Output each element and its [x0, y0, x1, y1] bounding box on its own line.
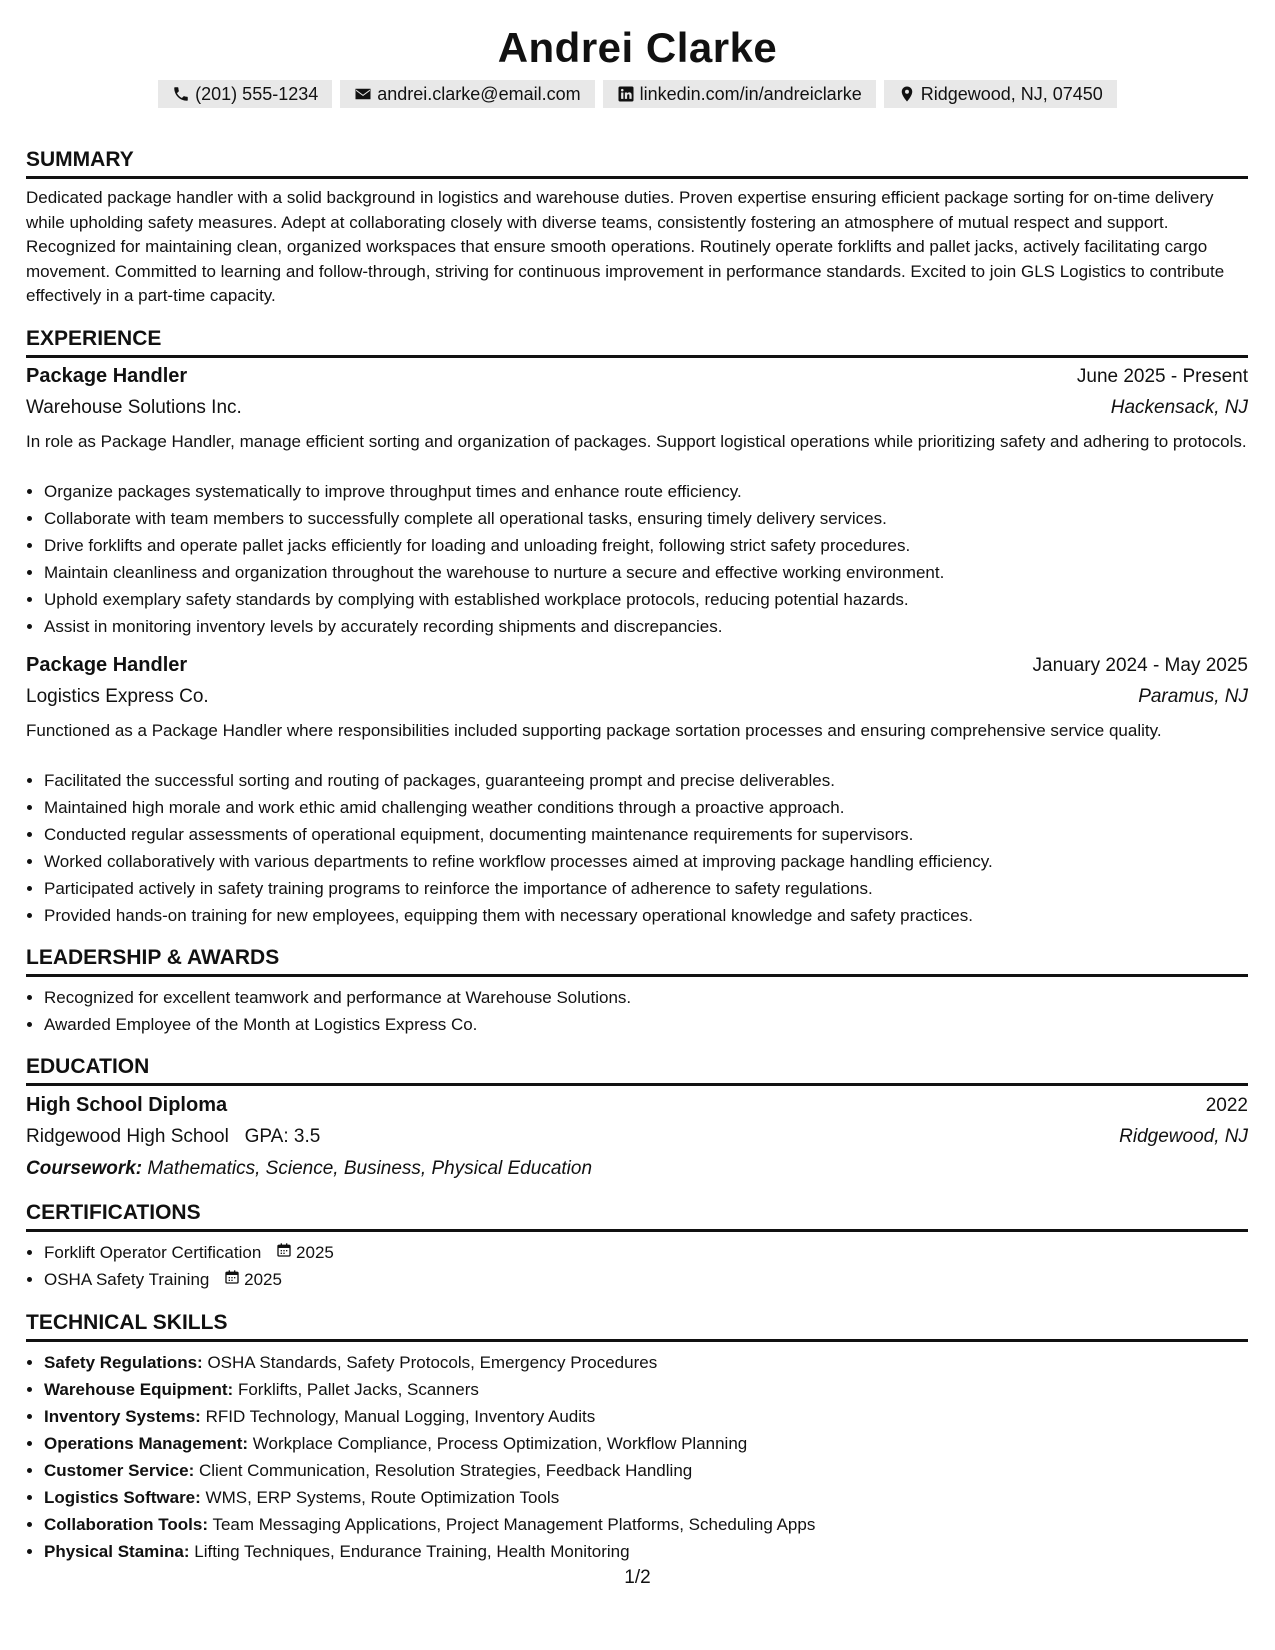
calendar-icon	[224, 1266, 240, 1293]
list-item	[44, 1457, 1266, 1484]
skill-value: Team Messaging Applications, Project Management Platforms, Scheduling Apps	[212, 1515, 816, 1534]
list-item: • Uphold exemplary safety standards by complying with established workplace protocols, reducing potential hazards.	[44, 586, 1266, 613]
section-title-skills: TECHNICAL SKILLS	[26, 1310, 1248, 1342]
list-item: • Drive forklifts and operate pallet jacks efficiently for loading and unloading freight, following strict safety procedures.	[44, 532, 1266, 559]
linkedin-icon	[617, 85, 635, 103]
skill-label: Warehouse Equipment:	[44, 1380, 234, 1399]
list-item	[44, 1484, 1266, 1511]
list-item: • Organize packages systematically to improve throughput times and enhance route efficiency.	[44, 478, 1266, 505]
list-item: • Facilitated the successful sorting and routing of packages, guaranteeing prompt and precise deliverables.	[44, 767, 1266, 794]
section-title-summary: SUMMARY	[26, 147, 1248, 179]
skill-label: Physical Stamina:	[44, 1542, 190, 1561]
job-1-subheader	[26, 397, 1248, 419]
skill-value: OSHA Standards, Safety Protocols, Emergency Procedures	[207, 1353, 658, 1372]
job-2-subheader	[26, 686, 1248, 708]
cert-year: 2025	[244, 1270, 282, 1289]
list-item: • Assist in monitoring inventory levels by accurately recording shipments and discrepancies.	[44, 613, 1266, 640]
job-2-description: Functioned as a Package Handler where responsibilities included supporting package sortation processes and ensuring comprehensive service quality.	[26, 721, 1162, 740]
job-company: Logistics Express Co.	[26, 686, 209, 707]
education-coursework	[26, 1158, 592, 1180]
cert-name: Forklift Operator Certification	[44, 1243, 262, 1262]
page-number: 1/2	[624, 1567, 651, 1588]
certifications-list	[26, 1239, 1266, 1293]
skill-value: Client Communication, Resolution Strategies, Feedback Handling	[198, 1461, 693, 1480]
leadership-list	[26, 984, 1266, 1038]
list-item: • Maintained high morale and work ethic amid challenging weather conditions through a proactive approach.	[44, 794, 1266, 821]
map-pin-icon	[898, 85, 916, 103]
education-school: Ridgewood High School	[26, 1126, 229, 1147]
coursework-label: Coursework:	[26, 1158, 143, 1179]
list-item: • Conducted regular assessments of operational equipment, documenting maintenance requirements for supervisors.	[44, 821, 1266, 848]
cert-date	[276, 1239, 334, 1266]
skill-value: Forklifts, Pallet Jacks, Scanners	[237, 1380, 479, 1399]
education-degree: High School Diploma	[26, 1094, 228, 1116]
job-location: Paramus, NJ	[1138, 686, 1248, 707]
job-1-header	[26, 365, 1248, 388]
job-title: Package Handler	[26, 654, 188, 676]
skill-label: Logistics Software:	[44, 1488, 201, 1507]
list-item: • Recognized for excellent teamwork and performance at Warehouse Solutions.	[44, 984, 1266, 1011]
contact-location	[884, 80, 1117, 108]
contact-email[interactable]	[340, 80, 594, 108]
job-title: Package Handler	[26, 365, 188, 387]
contact-linkedin[interactable]	[603, 80, 876, 108]
education-subheader	[26, 1126, 1248, 1148]
section-title-certifications: CERTIFICATIONS	[26, 1200, 1248, 1232]
phone-icon	[172, 85, 190, 103]
job-dates: June 2025 - Present	[1076, 366, 1248, 387]
list-item	[44, 1266, 1266, 1293]
contact-bar	[0, 80, 1275, 108]
skill-label: Operations Management:	[44, 1434, 249, 1453]
contact-location-text: Ridgewood, NJ, 07450	[920, 84, 1103, 104]
skill-value: Lifting Techniques, Endurance Training, Health Monitoring	[194, 1542, 630, 1561]
skill-label: Safety Regulations:	[44, 1353, 203, 1372]
skill-value: WMS, ERP Systems, Route Optimization Tools	[205, 1488, 560, 1507]
skills-list	[26, 1349, 1266, 1565]
section-title-leadership: LEADERSHIP & AWARDS	[26, 945, 1248, 977]
job-2-header	[26, 654, 1248, 677]
list-item	[44, 1403, 1266, 1430]
education-header	[26, 1094, 1248, 1117]
skill-label: Inventory Systems:	[44, 1407, 201, 1426]
list-item: • Participated actively in safety training programs to reinforce the importance of adherence to safety regulations.	[44, 875, 1266, 902]
list-item: • Maintain cleanliness and organization throughout the warehouse to nurture a secure and effective working environment.	[44, 559, 1266, 586]
skill-label: Collaboration Tools:	[44, 1515, 209, 1534]
list-item	[44, 1349, 1266, 1376]
envelope-icon	[354, 85, 372, 103]
list-item	[44, 1239, 1266, 1266]
list-item	[44, 1430, 1266, 1457]
education-school-line	[26, 1126, 320, 1148]
job-company: Warehouse Solutions Inc.	[26, 397, 242, 418]
list-item: • Provided hands-on training for new employees, equipping them with necessary operational knowledge and safety practices.	[44, 902, 1266, 929]
contact-phone-text: (201) 555-1234	[195, 84, 319, 104]
contact-email-text: andrei.clarke@email.com	[377, 84, 581, 104]
education-year: 2022	[1205, 1095, 1248, 1116]
section-title-experience: EXPERIENCE	[26, 326, 1248, 358]
skill-label: Customer Service:	[44, 1461, 195, 1480]
job-dates: January 2024 - May 2025	[1032, 655, 1248, 676]
skill-value: Workplace Compliance, Process Optimization, Workflow Planning	[252, 1434, 748, 1453]
contact-linkedin-text: linkedin.com/in/andreiclarke	[639, 84, 862, 104]
skill-value: RFID Technology, Manual Logging, Inventory Audits	[205, 1407, 596, 1426]
job-1-description: In role as Package Handler, manage efficient sorting and organization of packages. Support logistical operations while prioritizing safety and adhering to protocols.	[26, 432, 1247, 451]
job-2-bullets	[26, 767, 1266, 929]
job-location: Hackensack, NJ	[1110, 397, 1248, 418]
section-title-education: EDUCATION	[26, 1054, 1248, 1086]
summary-text: Dedicated package handler with a solid background in logistics and warehouse duties. Proven expertise ensuring efficient package sorting for on-time delivery while upholding safety measures. Adept at collaborating closely with diverse teams, consistently fostering an atmosphere of mutual respect and support. Recognized for maintaining clean, organized workspaces that ensure smooth operations. Routinely operate forklifts and pallet jacks, actively facilitating cargo movement. Committed to learning and follow-through, striving for continuous improvement in performance standards. Excited to join GLS Logistics to contribute effectively in a part-time capacity.	[26, 188, 1225, 305]
coursework-text: Mathematics, Science, Business, Physical Education	[147, 1158, 593, 1179]
list-item: • Awarded Employee of the Month at Logistics Express Co.	[44, 1011, 1266, 1038]
cert-year: 2025	[296, 1243, 334, 1262]
list-item	[44, 1511, 1266, 1538]
contact-phone[interactable]	[158, 80, 332, 108]
cert-date	[224, 1266, 282, 1293]
education-location: Ridgewood, NJ	[1119, 1126, 1248, 1147]
list-item: • Collaborate with team members to successfully complete all operational tasks, ensuring timely delivery services.	[44, 505, 1266, 532]
list-item: • Worked collaboratively with various departments to refine workflow processes aimed at improving package handling efficiency.	[44, 848, 1266, 875]
cert-name: OSHA Safety Training	[44, 1270, 210, 1289]
list-item	[44, 1376, 1266, 1403]
candidate-name: Andrei Clarke	[497, 24, 778, 71]
list-item	[44, 1538, 1266, 1565]
education-gpa: GPA: 3.5	[244, 1126, 321, 1147]
calendar-icon	[276, 1239, 292, 1266]
job-1-bullets	[26, 478, 1266, 640]
